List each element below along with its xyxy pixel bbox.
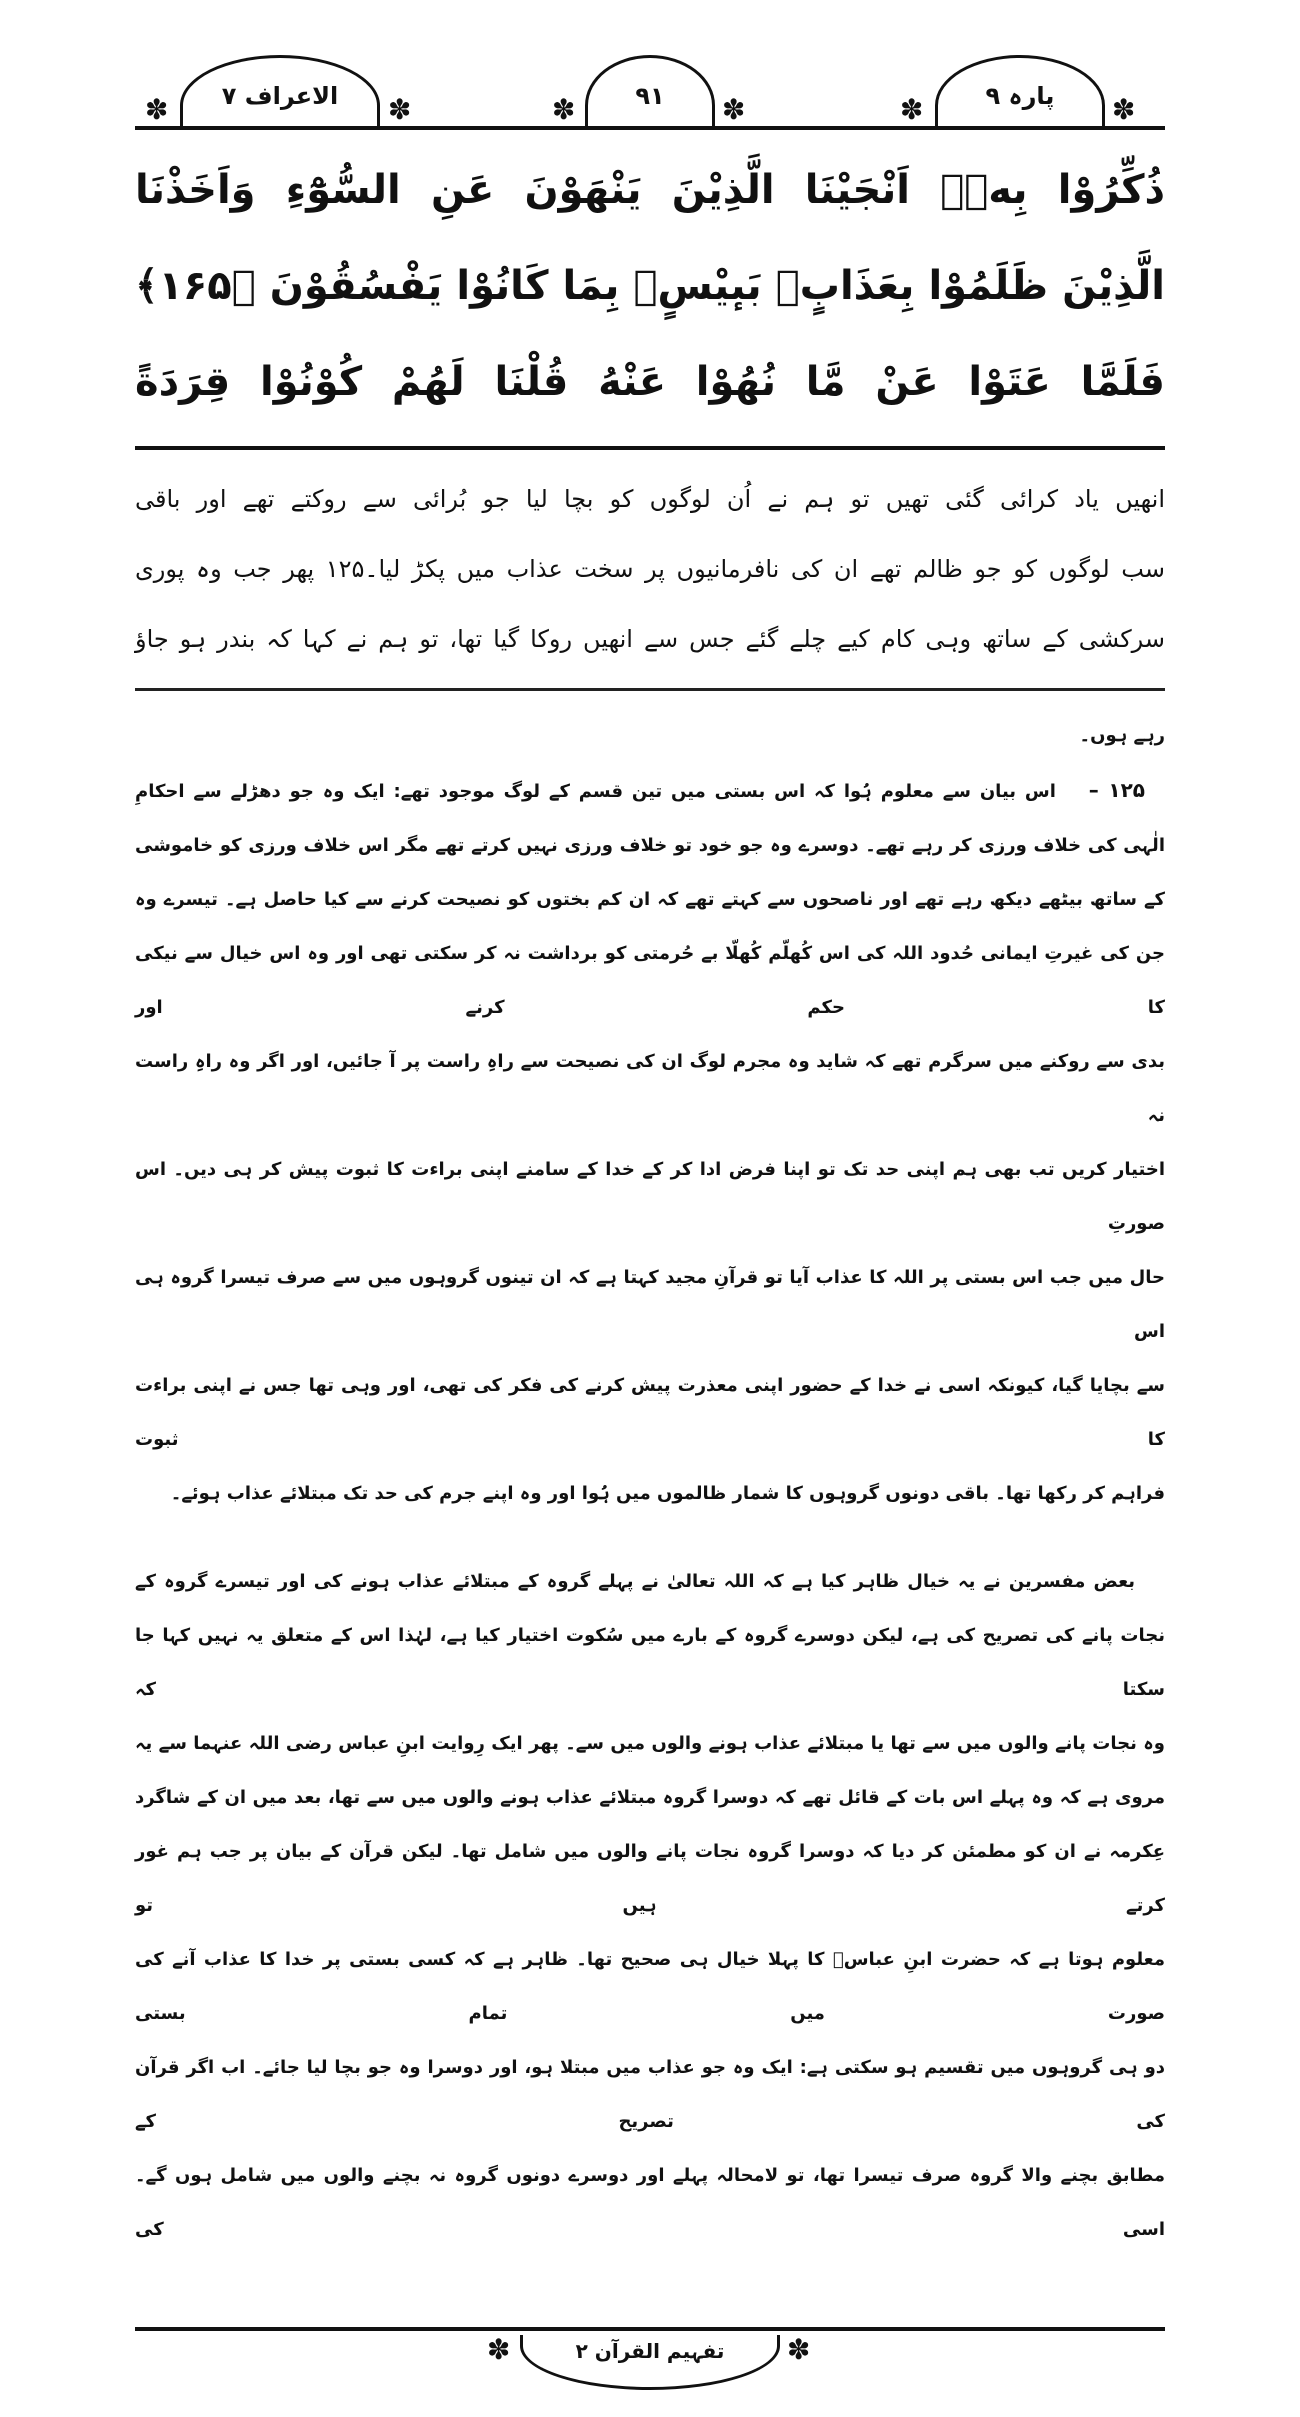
translation-line: انھیں یاد کرائی گئی تھیں تو ہم نے اُن لوگوں کو بچا لیا جو بُرائی سے روکتے تھے اور باقی xyxy=(135,485,1165,513)
paragraph-line: وہ نجات پانے والوں میں سے تھا یا مبتلائے عذاب ہونے والوں میں سے۔ پھر ایک رِوایت ابنِ عباس رضی اللہ عنہما سے یہ xyxy=(135,1733,1165,1754)
translation-line: سب لوگوں کو جو ظالم تھے ان کی نافرمانیوں پر سخت عذاب میں پکڑ لیا۔۱۲۵ پھر جب وہ پوری xyxy=(135,555,1165,583)
footnote-line: جن کی غیرتِ ایمانی حُدود اللہ کی اس کُھلّم کُھلّا بے حُرمتی کو برداشت نہ کر سکتی تھی اور وہ اس خیال سے نیکی کا حکم کرنے اور xyxy=(135,943,1165,1018)
footnote-line: اختیار کریں تب بھی ہم اپنی حد تک تو اپنا فرض ادا کر کے خدا کے سامنے اپنی براءت کا ثبوت پیش کر ہی دیں۔ اس صورتِ xyxy=(135,1159,1165,1234)
arabic-verses xyxy=(135,130,1165,446)
flourish-icon: ✽ xyxy=(722,93,746,126)
flourish-icon: ✽ xyxy=(1112,93,1136,126)
paragraph-line: دو ہی گروہوں میں تقسیم ہو سکتی ہے: ایک وہ جو عذاب میں مبتلا ہو، اور دوسرا وہ جو بچا لیا جائے۔ اب اگر قرآن کی تصریح کے xyxy=(135,2057,1165,2132)
translation xyxy=(135,450,1165,688)
footnote-125 xyxy=(135,691,1165,1521)
paragraph-line: عِکرمہ نے ان کو مطمئن کر دیا کہ دوسرا گروہ نجات پانے والوں میں شامل تھا۔ لیکن قرآن کے بیان پر جب ہم غور کرتے ہیں تو xyxy=(135,1841,1165,1916)
footnote-number: ۱۲۵ – xyxy=(1088,778,1145,802)
arabic-verse-line: الَّذِیْنَ ظَلَمُوْا بِعَذَابٍۭ بَىٕیْسٍۭ بِمَا كَانُوْا یَفْسُقُوْنَ ﴿۱۶۵﴾ xyxy=(135,263,1165,309)
flourish-icon: ✽ xyxy=(388,93,412,126)
paragraph-line: بعض مفسرین نے یہ خیال ظاہر کیا ہے کہ اللہ تعالیٰ نے پہلے گروہ کے مبتلائے عذاب ہونے کی اور تیسرے گروہ کے xyxy=(135,1571,1135,1592)
flourish-icon: ✽ xyxy=(787,2333,811,2366)
arabic-verse-line: فَلَمَّا عَتَوْا عَنْ مَّا نُهُوْا عَنْهُ قُلْنَا لَهُمْ كُوْنُوْا قِرَدَةً xyxy=(135,359,1165,405)
page-number: ۹۱ xyxy=(635,82,665,110)
footnote-line-first xyxy=(135,763,1165,819)
footnote-line: حال میں جب اس بستی پر اللہ کا عذاب آیا تو قرآنِ مجید کہتا ہے کہ ان تینوں گروہوں میں سے صرف تیسرا گروہ ہی اس xyxy=(135,1267,1165,1342)
flourish-icon: ✽ xyxy=(900,93,924,126)
paragraph-line: مروی ہے کہ وہ پہلے اس بات کے قائل تھے کہ دوسرا گروہ مبتلائے عذاب ہونے والوں میں سے تھا، بعد میں ان کے شاگرد xyxy=(135,1787,1165,1808)
book-title: تفہیم القرآن ۲ xyxy=(575,2339,725,2363)
page-footer xyxy=(135,2327,1165,2417)
footnote-line: کے ساتھ بیٹھے دیکھ رہے تھے اور ناصحوں سے کہتے تھے کہ ان کم بختوں کو نصیحت کرنے سے کیا حاصل ہے۔ تیسرے وہ xyxy=(135,889,1165,910)
surah-label: الاعراف ۷ xyxy=(221,82,339,110)
flourish-icon: ✽ xyxy=(552,93,576,126)
paragraph-line: مطابق بچنے والا گروہ صرف تیسرا تھا، تو لامحالہ پہلے اور دوسرے دونوں گروہ نہ بچنے والوں میں شامل ہوں گے۔ اسی کی xyxy=(135,2165,1165,2240)
flourish-icon: ✽ xyxy=(487,2333,511,2366)
paragraph-line: معلوم ہوتا ہے کہ حضرت ابنِ عباسؓ کا پہلا خیال ہی صحیح تھا۔ ظاہر ہے کہ کسی بستی پر خدا کا عذاب آنے کی صورت میں تمام بستی xyxy=(135,1949,1165,2024)
footnote-text: اس بیان سے معلوم ہُوا کہ اس بستی میں تین قسم کے لوگ موجود تھے: ایک وہ جو دھڑلے سے احکامِ xyxy=(135,781,1056,802)
footnote-line: سے بچایا گیا، کیونکہ اسی نے خدا کے حضور اپنی معذرت پیش کرنے کی فکر کی تھی، اور وہی تھا جس نے اپنی براءت کا ثبوت xyxy=(135,1375,1165,1450)
flourish-icon: ✽ xyxy=(145,93,169,126)
page-content xyxy=(135,126,1165,2417)
commentary-paragraph xyxy=(135,1521,1165,2257)
footer-rule xyxy=(135,2327,1165,2331)
footnote-line: فراہم کر رکھا تھا۔ باقی دونوں گروہوں کا شمار ظالموں میں ہُوا اور وہ اپنے جرم کی حد تک مبتلائے عذاب ہوئے۔ xyxy=(170,1483,1165,1504)
arabic-verse-line: ذُكِّرُوْا بِهٖۤ اَنْجَیْنَا الَّذِیْنَ یَنْهَوْنَ عَنِ السُّوْٓءِ وَاَخَذْنَا xyxy=(135,167,1165,213)
para-label: پارہ ۹ xyxy=(985,82,1055,110)
translation-continuation: رہے ہوں۔ xyxy=(1079,725,1165,746)
translation-line: سرکشی کے ساتھ وہی کام کیے چلے گئے جس سے انھیں روکا گیا تھا، تو ہم نے کہا کہ بندر ہو جاؤ xyxy=(135,625,1165,653)
footnote-line: الٰہی کی خلاف ورزی کر رہے تھے۔ دوسرے وہ جو خود تو خلاف ورزی نہیں کرتے تھے مگر اس خلاف ورزی کو خاموشی xyxy=(135,835,1165,856)
paragraph-line: نجات پانے کی تصریح کی ہے، لیکن دوسرے گروہ کے بارے میں سُکوت اختیار کیا ہے، لہٰذا اس کے متعلق یہ نہیں کہا جا سکتا کہ xyxy=(135,1625,1165,1700)
footnote-line: بدی سے روکنے میں سرگرم تھے کہ شاید وہ مجرم لوگ ان کی نصیحت سے راہِ راست پر آ جائیں، اور اگر وہ راہِ راست نہ xyxy=(135,1051,1165,1126)
